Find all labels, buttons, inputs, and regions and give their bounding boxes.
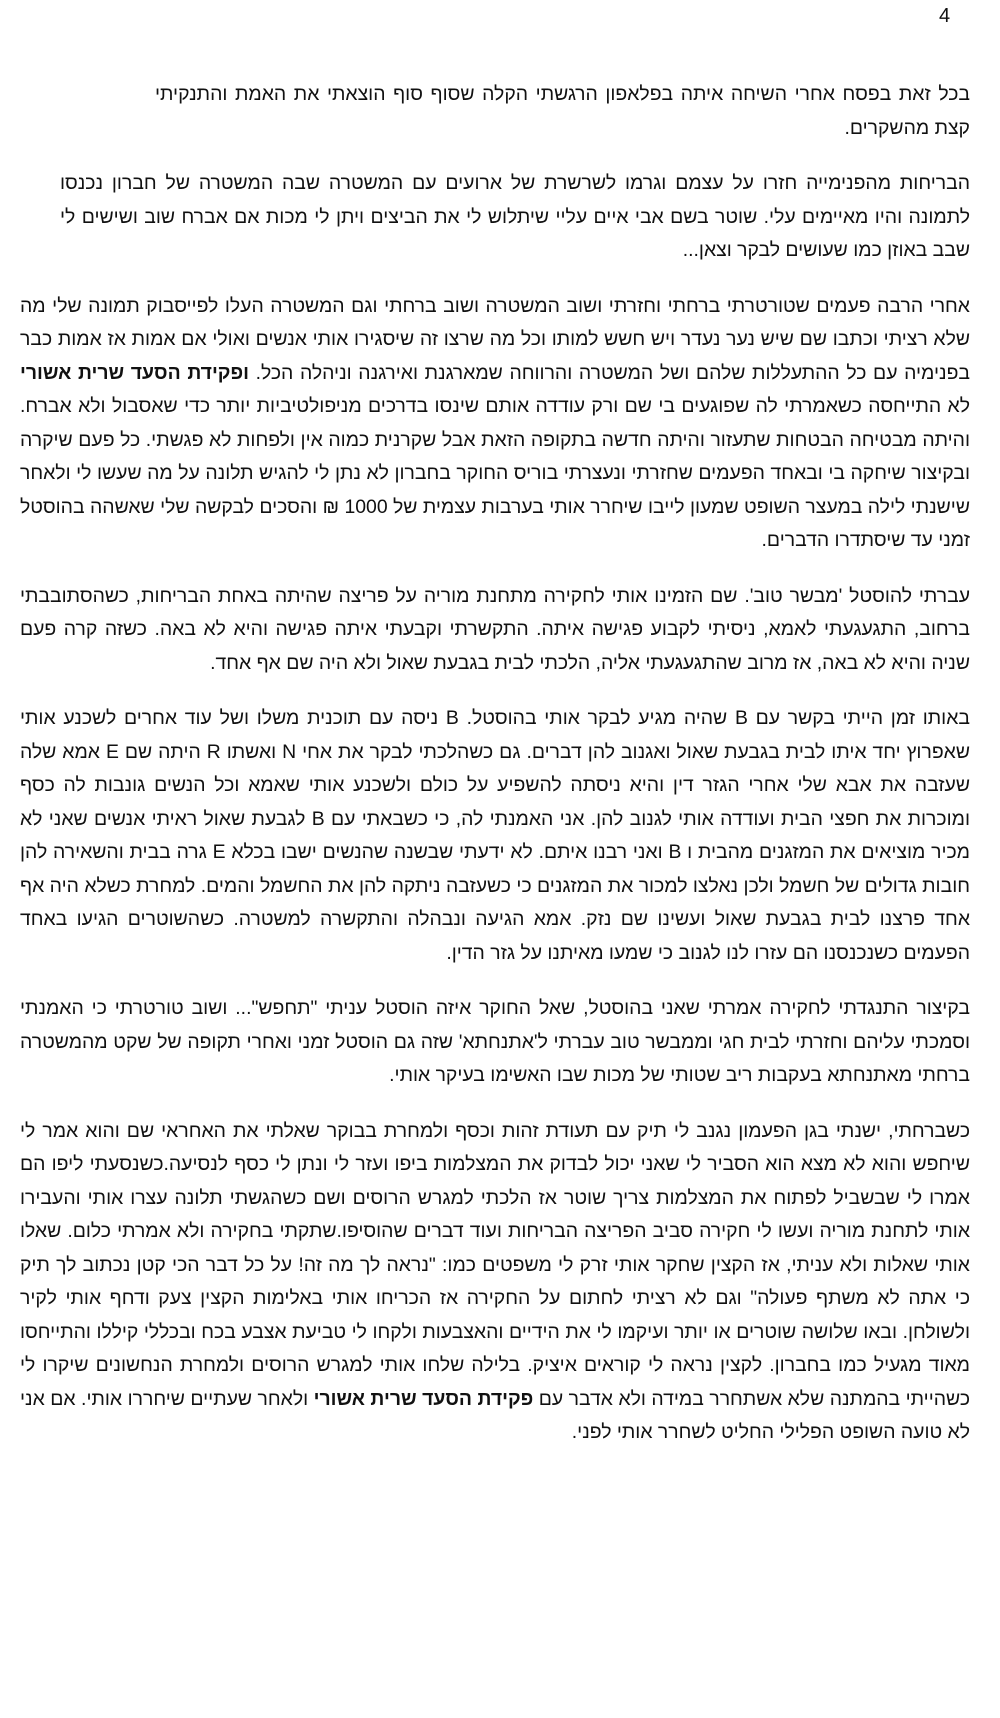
paragraph-text: לא התייחסה כשאמרתי לה שפוגעים בי שם ורק עודדה אותם שינסו בדרכים מניפולטיביות יותר כדי שאסבול ולא אברח. והיתה מבטיחה הבטחות שתעזור והיתה חדשה בתקופה הזאת אבל שקרנית כמוה אין ולפחות לא פגשתי. כל פעם שיקרה ובקיצור שיחקה בי ובאחד הפעמים שחזרתי ונעצרתי בוריס החוקר בחברון לא נתן לי להגיש תלונה על מה שעשו לי ולאחר שישנתי לילה במעצר השופט שמעון לייבו שיחרר אותי בערבות עצמית של 1000 ₪ והסכים לבקשה שלי שאשהה בהוסטל זמני עד שיסתדרו הדברים. bbox=[20, 395, 970, 551]
paragraph-1 bbox=[155, 78, 970, 145]
paragraph-text: ולאחר שעתיים שיחררו אותי. אם אני לא טועה השופט הפלילי החליט לשחרר אותי לפני. bbox=[20, 1387, 970, 1443]
paragraph-text: בקיצור התנגדתי לחקירה אמרתי שאני בהוסטל, שאל החוקר איזה הוסטל עניתי "תחפש"... ושוב טורטרתי כי האמנתי וסמכתי עליהם וחזרתי לבית חגי וממבשר טוב עברתי ל'אתנחתא' שזה גם הוסטל זמני ואחרי תקופה של שקט מהמשטרה ברחתי מאתנחתא בעקבות ריב שטותי של מכות שבו האשימו בעיקר אותי. bbox=[20, 997, 970, 1086]
paragraph-text: באותו זמן הייתי בקשר עם B שהיה מגיע לבקר אותי בהוסטל. B ניסה עם תוכנית משלו ושל עוד אחרים לשכנע אותי שאפרוץ יחד איתו לבית בגבעת שאול ואגנוב להן דברים. גם כשהלכתי לבקר את אחי N ואשתו R היתה שם E אמא שלה שעזבה את אבא שלי אחרי הגזר דין והיא ניסתה להשפיע על כולם ולשכנע אותי שאמא וכל הנשים גונבות לה כסף ומוכרות את חפצי הבית ועודדה אותי לגנוב להן. אני האמנתי לה, כי כשבאתי עם B לגבעת שאול ראיתי אנשים שאני לא מכיר מוציאים את המזגנים מהבית ו B ואני רבנו איתם. לא ידעתי שבשנה שהנשים ישבו בכלא E גרה בבית והשאירה להן חובות גדולים של חשמל ולכן נאלצו למכור את המזגנים כי כשעזבה ניתקה להן את החשמל והמים. למחרת כשלא היה אף אחד פרצנו לבית בגבעת שאול ועשינו שם נזק. אמא הגיעה ונבהלה והתקשרה למשטרה. כשהשוטרים הגיעו באחד הפעמים כשנכנסנו הם עזרו לנו לגנוב כי שמעו מאיתנו על גזר הדין. bbox=[20, 707, 970, 964]
bold-name-social-worker: ופקידת הסעד שרית אשורי bbox=[20, 361, 249, 384]
paragraph-text: עברתי להוסטל 'מבשר טוב'. שם הזמינו אותי לחקירה מתחנת מוריה על פריצה שהיתה באחת הבריחות, כשהסתובבתי ברחוב, התגעגעתי לאמא, ניסיתי לקבוע פגישה איתה. התקשרתי וקבעתי איתה פגישה והיא לא באה. כשזה קרה פעם שניה והיא לא באה, אז מרוב שהתגעגעתי אליה, הלכתי לבית בגבעת שאול ולא היה שם אף אחד. bbox=[20, 584, 970, 674]
page-number: 4 bbox=[939, 5, 951, 27]
paragraph-2 bbox=[60, 167, 970, 268]
paragraph-7 bbox=[20, 1115, 970, 1450]
paragraph-5 bbox=[20, 702, 970, 970]
bold-name-social-worker: פקידת הסעד שרית אשורי bbox=[313, 1387, 534, 1410]
paragraph-text: כשברחתי, ישנתי בגן הפעמון נגנב לי תיק עם תעודת זהות וכסף ולמחרת בבוקר שאלתי את האחראי שם והוא אמר לי שיחפש והוא לא מצא הוא הסביר לי שאני יכול לבדוק את המצלמות ביפו ועזר לי ונתן לי כסף לנסיעה.כשנסעתי ליפו הם אמרו לי שבשביל לפתוח את המצלמות צריך שוטר אז הלכתי למגרש הרוסים ושם כשהגשתי תלונה עצרו אותי והעבירו אותי לתחנת מוריה ועשו לי חקירה סביב הפריצה הבריחות ועוד דברים שהוסיפו.שתקתי בחקירה ולא אמרתי כלום. שאלו אותי שאלות ולא עניתי, אז הקצין שחקר אותי זרק לי משפטים כמו: "נראה לך מה זה! על כל דבר הכי קטן נכתוב לך תיק כי אתה לא משתף פעולה" וגם לא רציתי לחתום על החקירה אז הכריחו אותי באלימות הקצין צעק ודחף אותי לקיר ולשולחן. ובאו שלושה שוטרים או יותר ועיקמו לי את הידיים והאצבעות ולקחו לי טביעת אצבע בכח ובכללי קיללו והתייחסו מאוד מגעיל כמו בחברון. לקצין נראה לי קוראים איציק. בלילה שלחו אותי למגרש הרוסים ולמחרת הנחשונים שיקרו לי כשהייתי בהמתנה שלא אשתחרר במידה ולא אדבר עם bbox=[20, 1119, 970, 1410]
paragraph-text: בכל זאת בפסח אחרי השיחה איתה בפלאפון הרגשתי הקלה שסוף סוף הוצאתי את האמת והתנקיתי קצת מהשקרים. bbox=[155, 83, 970, 139]
paragraph-text: הבריחות מהפנימייה חזרו על עצמם וגרמו לשרשרת של ארועים עם המשטרה שבה המשטרה של חברון נכנסו לתמונה והיו מאיימים עלי. שוטר בשם אבי איים עליי שיתלוש לי את הביצים ויתן לי מכות אם אברח שוב ושישים לי שבב באוזן כמו שעושים לבקר וצאן... bbox=[60, 172, 970, 261]
paragraph-6 bbox=[20, 992, 970, 1093]
paragraph-4 bbox=[20, 580, 970, 681]
paragraph-3 bbox=[20, 290, 970, 558]
document-body bbox=[20, 78, 970, 1472]
paragraph-text: אחרי הרבה פעמים שטורטרתי ברחתי וחזרתי ושוב המשטרה ושוב ברחתי וגם המשטרה העלו לפייסבוק תמונה שלי מה שלא רציתי וכתבו שם שיש נער נעדר ויש חשש למותו וכל מה שרצו זה שיסגירו אותי אנשים ואולי אם אמות אז אמות כבר בפנימיה עם כל ההתעללות שלהם ושל המשטרה והרווחה שמארגנת ואירגנה וניהלה הכל. bbox=[20, 294, 970, 384]
